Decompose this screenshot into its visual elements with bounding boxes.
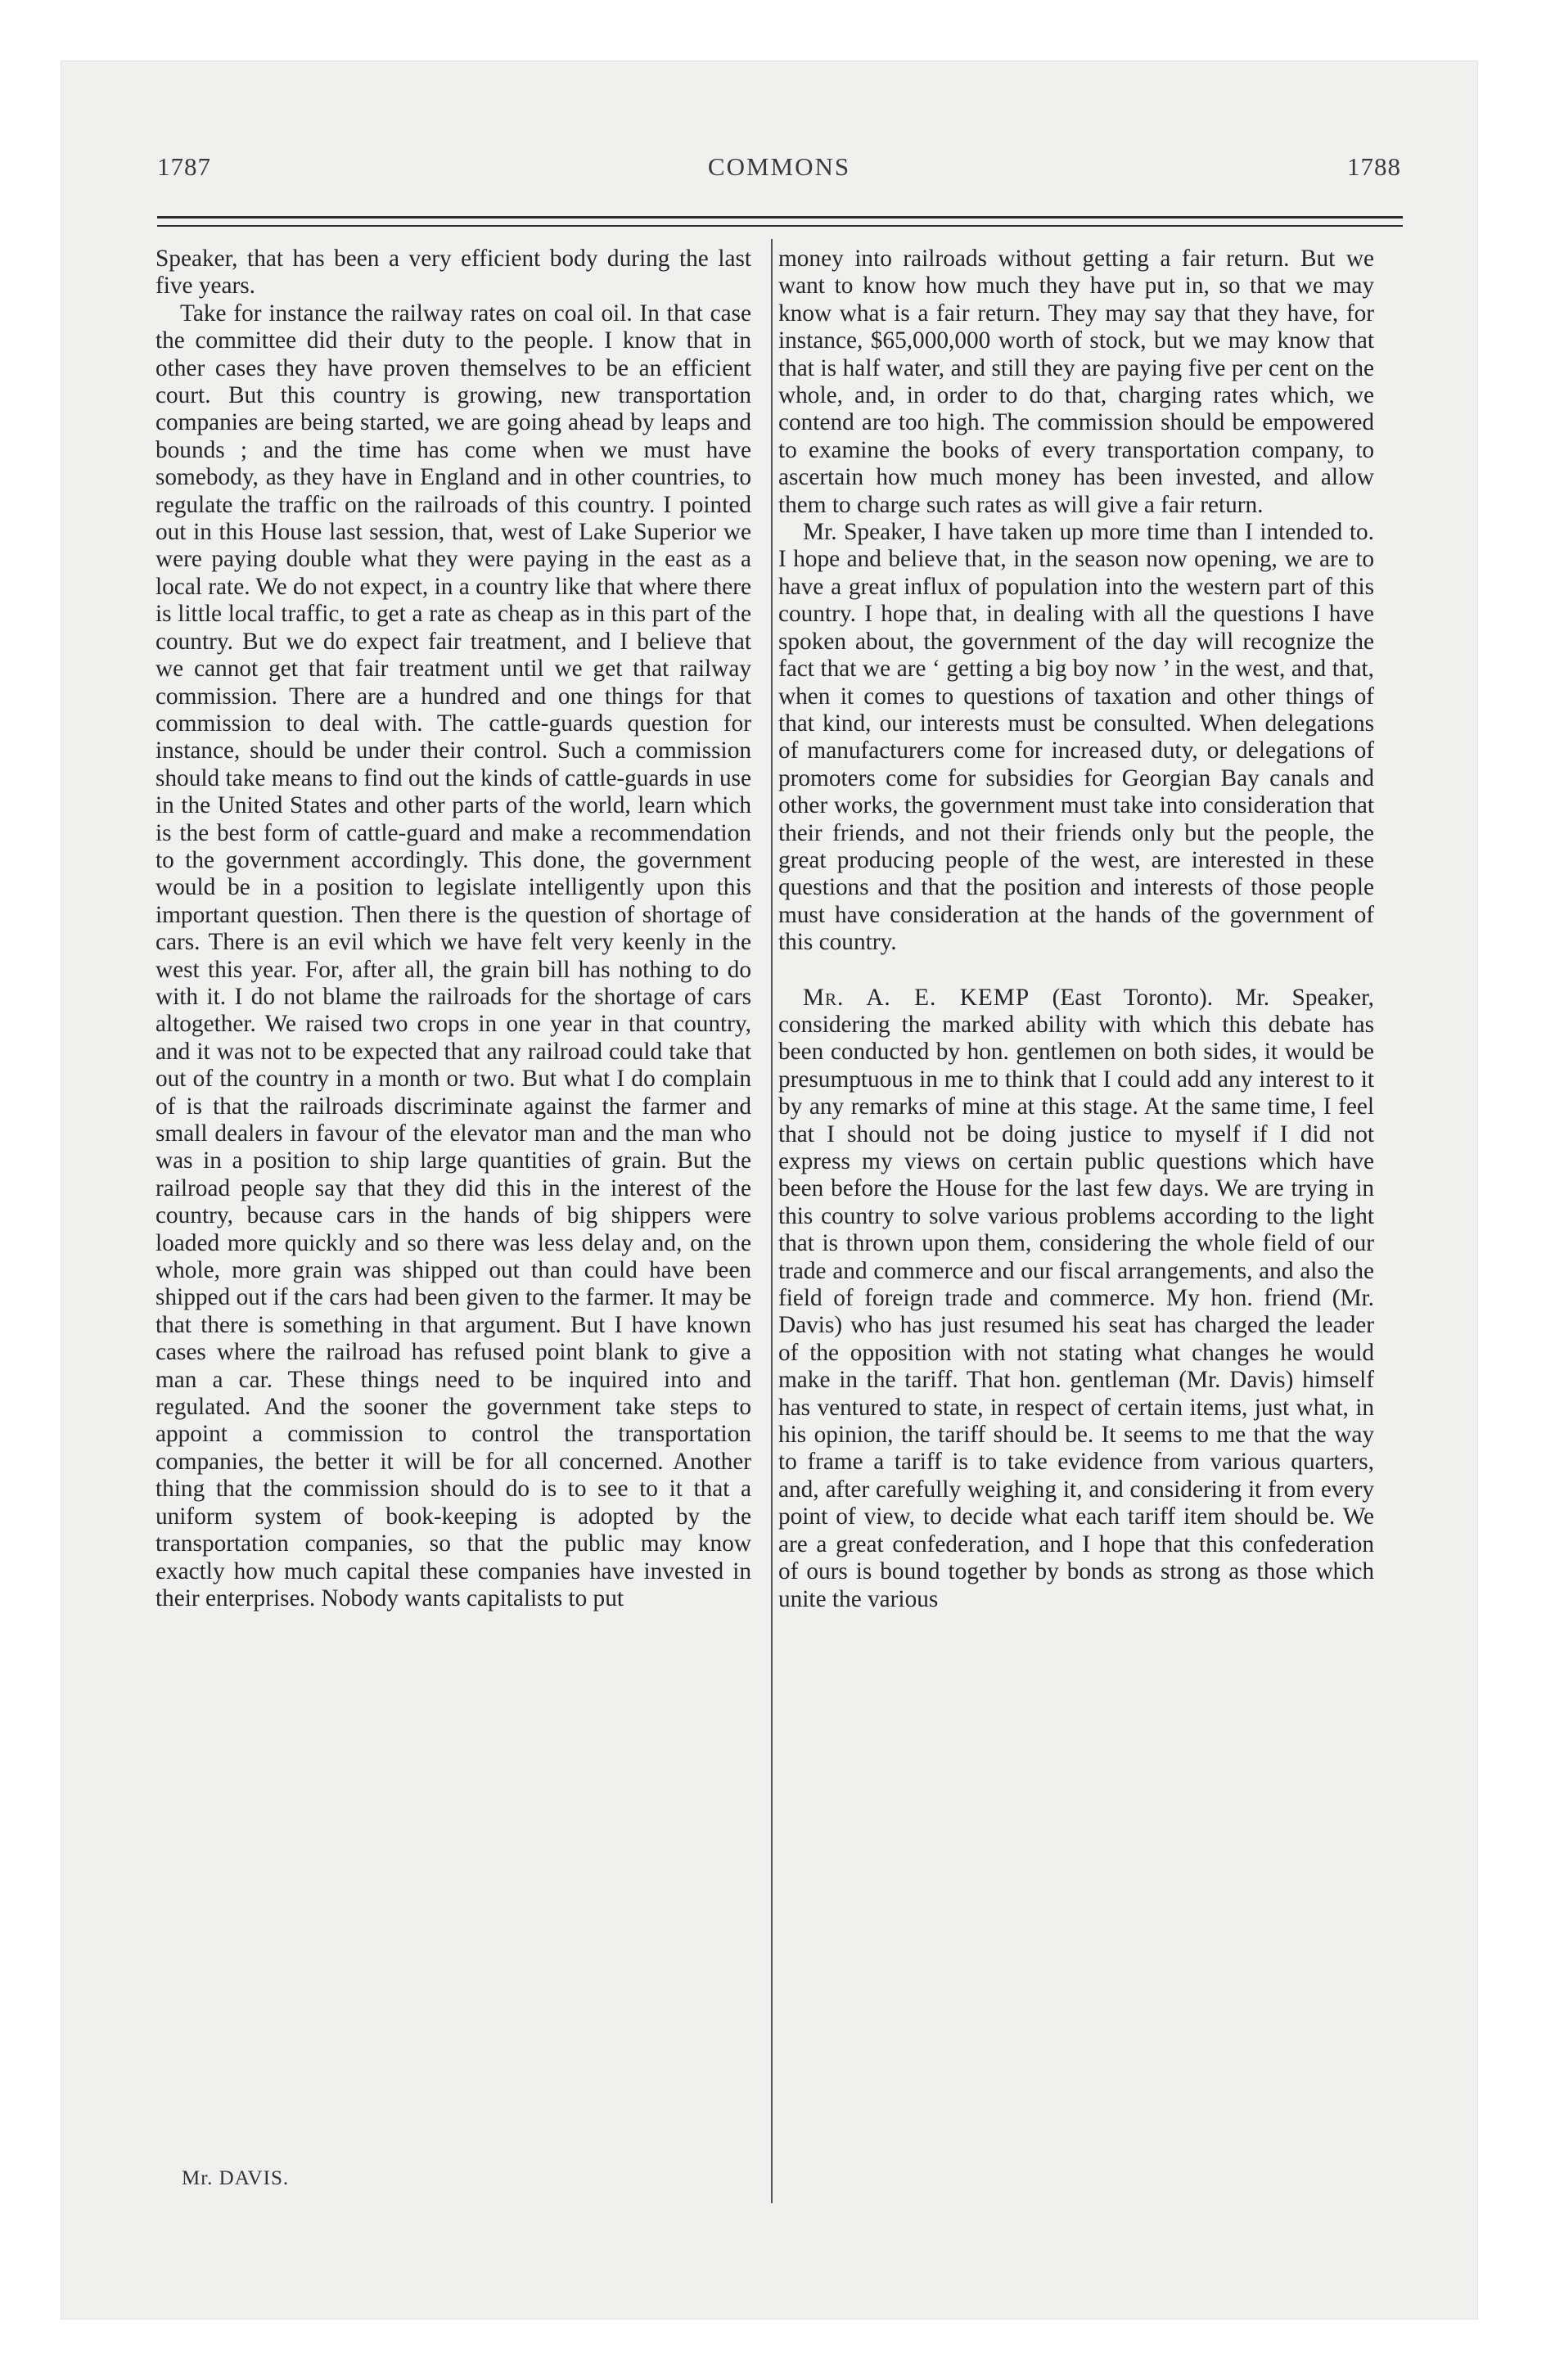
paragraph: Mr. Speaker, I have taken up more time than I intended to. I hope and believe that, in the season now opening, we are to have a great influx of population into the western part of this country. I hope that, in dealing with all the questions I have spoken about, the government of the day will recognize the fact that we are ‘ getting a big boy now ’ in the west, and that, when it comes to questions of taxation and other things of that kind, our interests must be consulted. When delegations of manufacturers come for increased duty, or delegations of promoters come for subsidies for Georgian Bay canals and other works, the government must take into consideration that their friends, and not their friends only but the people, the great producing people of the west, are interested in these questions and that the position and interests of those people must have consideration at the hands of the government of this country. (778, 519, 1374, 956)
page-number-left: 1787 (157, 152, 211, 181)
speech-text: (East Toronto). Mr. Speaker, considering the marked ability with which this debate has been conducted by hon. gentlemen on both sides, it would be presumptuous in me to think that I could add any interest to it by any remarks of mine at this stage. At the same time, I feel that I should not be doing justice to myself if I did not express my views on certain public questions which have been before the House for the last few days. We are trying in this country to solve various problems according to the light that is thrown upon them, considering the whole field of our trade and commerce and our fiscal arrangements, and also the field of foreign trade and commerce. My hon. friend (Mr. Davis) who has just resumed his seat has charged the leader of the opposition with not stating what changes he would make in the tariff. That hon. gentleman (Mr. Davis) himself has ventured to state, in respect of certain items, just what, in his opinion, the tariff should be. It seems to me that the way to frame a tariff is to take evidence from various quarters, and, after carefully weighing it, and considering it from every point of view, to decide what each tariff item should be. We are a great confederation, and I hope that this confederation of ours is bound together by bonds as strong as those which unite the various (778, 984, 1374, 1612)
footer-speaker-name: Mr. DAVIS. (182, 2167, 290, 2189)
paragraph: money into railroads without getting a fair return. But we want to know how much they have put in, so that we may know what is a fair return. They may say that they have, for instance, $65,000,000 worth of stock, but we may know that that is half water, and still they are paying five per cent on the whole, and, in order to do that, charging rates which, we contend are too high. The commission should be empowered to examine the books of every transportation company, to ascertain how much money has been invested, and allow them to charge such rates as will give a fair return. (778, 246, 1374, 518)
page-number-right: 1788 (1347, 152, 1401, 181)
column-divider (771, 239, 773, 2203)
header-rule-thick (157, 216, 1403, 219)
page-header (157, 152, 1401, 193)
speaker-name: Mr. A. E. KEMP (803, 984, 1030, 1011)
paragraph: Take for instance the railway rates on coal oil. In that case the committee did their duty to the people. I know that in other cases they have proven themselves to be an efficient court. But this country is growing, new transportation companies are being started, we are going ahead by leaps and bounds ; and the time has come when we must have somebody, as they have in England and in other countries, to regulate the traffic on the railroads of this country. I pointed out in this House last session, that, west of Lake Superior we were paying double what they were paying in the east as a local rate. We do not expect, in a country like that where there is little local traffic, to get a rate as cheap as in this part of the country. But we do expect fair treatment, and I believe that we cannot get that fair treatment until we get that railway commission. There are a hundred and one things for that commission to deal with. The cattle-guards question for instance, should be under their control. Such a commission should take means to find out the kinds of cattle-guards in use in the United States and other parts of the world, learn which is the best form of cattle-guard and make a recommendation to the government accordingly. This done, the government would be in a position to legislate intelligently upon this important question. Then there is the question of shortage of cars. There is an evil which we have felt very keenly in the west this year. For, after all, the grain bill has nothing to do with it. I do not blame the railroads for the shortage of cars altogether. We raised two crops in one year in that country, and it was not to be expected that any railroad could take that out of the country in a month or two. But what I do complain of is that the railroads discriminate against the farmer and small dealers in favour of the elevator man and the man who was in a position to ship large quantities of grain. But the railroad people say that they did this in the interest of the country, because cars in the hands of big shippers were loaded more quickly and so there was less delay and, on the whole, more grain was shipped out than could have been shipped out if the cars had been given to the farmer. It may be that there is something in that argument. But I have known cases where the railroad has refused point blank to give a man a car. These things need to be inquired into and regulated. And the sooner the government take steps to appoint a commission to control the transportation companies, the better it will be for all concerned. Another thing that the commission should do is to see to it that a uniform system of book-keeping is adopted by the transportation companies, so that the public may know exactly how much capital these companies have invested in their enterprises. Nobody wants capitalists to put (156, 300, 751, 1611)
speech-paragraph (778, 985, 1374, 1613)
running-title: COMMONS (707, 152, 851, 181)
section-gap (778, 957, 1374, 985)
paragraph: Speaker, that has been a very efficient body during the last five years. (156, 246, 751, 300)
left-column (156, 246, 751, 1612)
header-rule-thin (157, 225, 1403, 227)
right-column (778, 246, 1374, 1613)
